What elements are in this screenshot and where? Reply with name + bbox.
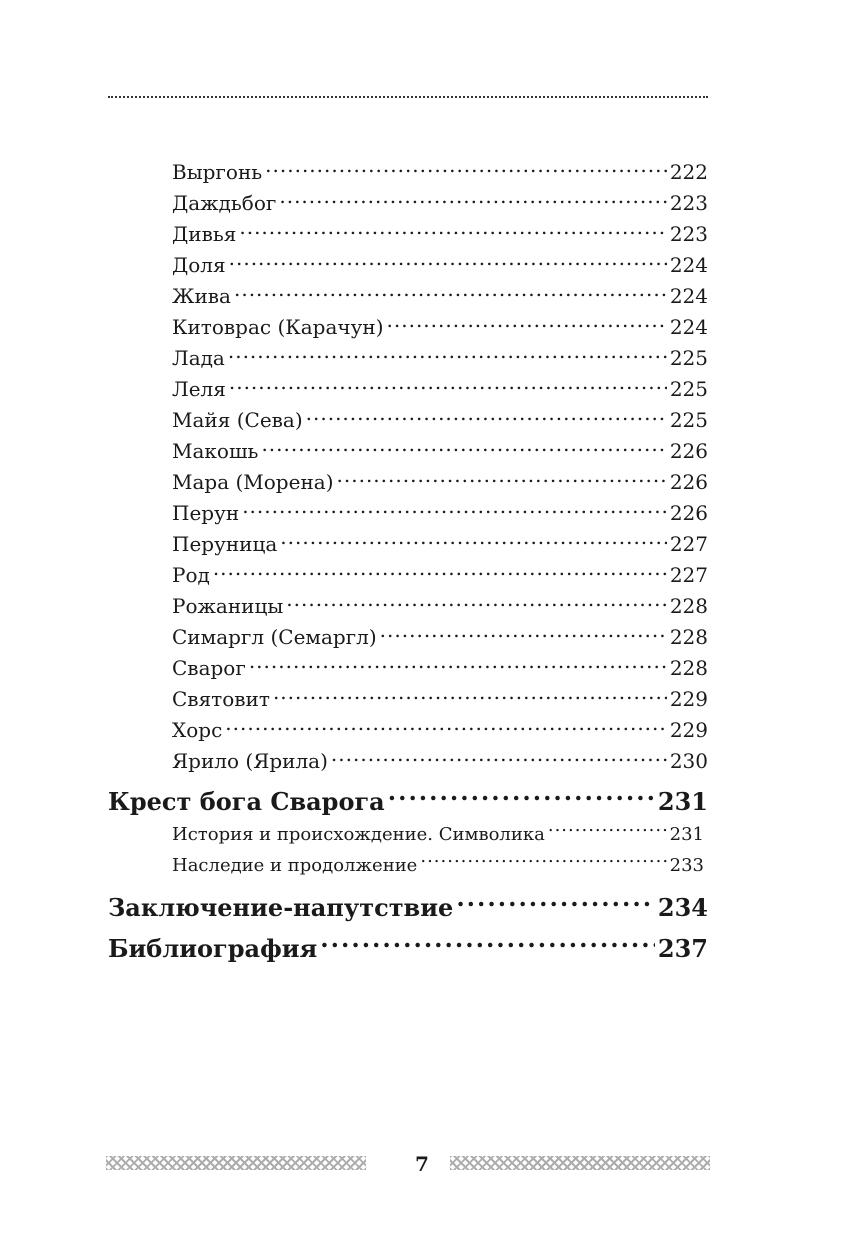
- toc-entry-page: 226: [669, 439, 708, 463]
- toc-entry-title: Лада: [172, 346, 225, 370]
- footer-ornament-right: [450, 1156, 710, 1170]
- dot-leader: [280, 531, 667, 551]
- dot-leader: [331, 748, 667, 768]
- dot-leader: [234, 283, 667, 303]
- toc-entry[interactable]: [172, 654, 708, 682]
- toc-entry-page: 223: [669, 222, 708, 246]
- top-dotted-rule: [108, 96, 708, 98]
- dot-leader: [420, 853, 666, 871]
- toc-entry[interactable]: [172, 499, 708, 527]
- toc-entry[interactable]: [172, 561, 708, 589]
- toc-chapter-cross[interactable]: [108, 784, 708, 820]
- toc-entry[interactable]: [172, 158, 708, 186]
- dot-leader: [306, 407, 667, 427]
- toc-entry-title: Выргонь: [172, 160, 263, 184]
- toc-entry-page: 231: [669, 824, 704, 845]
- toc-entry-title: Жива: [172, 284, 231, 308]
- toc-entry-title: Леля: [172, 377, 226, 401]
- toc-entry-page: 225: [669, 408, 708, 432]
- toc-entry-title: Рожаницы: [172, 594, 284, 618]
- toc-chapter-title: Крест бога Сварога: [108, 787, 385, 816]
- toc-entry-title: Перун: [172, 501, 240, 525]
- toc-entry-page: 222: [669, 160, 708, 184]
- toc-entry-title: Наследие и продолжение: [172, 855, 418, 876]
- toc-entry-page: 228: [669, 656, 708, 680]
- dot-leader: [273, 686, 667, 706]
- toc-entry[interactable]: [172, 251, 708, 279]
- dot-leader: [242, 500, 667, 520]
- page-number: 7: [415, 1152, 429, 1176]
- dot-leader: [249, 655, 667, 675]
- toc-entry-page: 224: [669, 253, 708, 277]
- toc-entry-page: 225: [669, 377, 708, 401]
- toc-entry[interactable]: [172, 530, 708, 558]
- toc-entry-title: Хорс: [172, 718, 223, 742]
- toc-entry-page: 228: [669, 625, 708, 649]
- toc-entry[interactable]: [172, 220, 708, 248]
- toc-entry-title: История и происхождение. Символика: [172, 824, 545, 845]
- dot-leader: [261, 438, 666, 458]
- toc-entry-title: Доля: [172, 253, 226, 277]
- toc-chapter-page: 231: [657, 787, 708, 816]
- dot-leader: [456, 892, 655, 916]
- dot-leader: [229, 376, 667, 396]
- toc-entry-title: Род: [172, 563, 210, 587]
- toc-entry[interactable]: [172, 623, 708, 651]
- dot-leader: [380, 624, 667, 644]
- toc-entry-page: 227: [669, 532, 708, 556]
- dot-leader: [320, 933, 655, 957]
- dot-leader: [337, 469, 667, 489]
- dot-leader: [228, 345, 667, 365]
- toc-entry[interactable]: [172, 716, 708, 744]
- toc-entry[interactable]: [172, 852, 704, 880]
- toc-entry-title: Дивья: [172, 222, 237, 246]
- dot-leader: [225, 717, 667, 737]
- toc-entry-page: 228: [669, 594, 708, 618]
- toc-entry-page: 227: [669, 563, 708, 587]
- toc-entry[interactable]: [172, 282, 708, 310]
- toc-entry[interactable]: [172, 313, 708, 341]
- toc-entry[interactable]: [172, 406, 708, 434]
- toc-entry[interactable]: [172, 685, 708, 713]
- toc-entry-title: Майя (Сева): [172, 408, 303, 432]
- toc-chapter-title: Заключение-напутствие: [108, 893, 454, 922]
- toc-entry[interactable]: [172, 437, 708, 465]
- toc-chapter-page: 234: [657, 893, 708, 922]
- toc-entry-title: Даждьбог: [172, 191, 277, 215]
- toc-entry-title: Святовит: [172, 687, 270, 711]
- toc-entry-title: Перуница: [172, 532, 278, 556]
- toc-entry-page: 224: [669, 315, 708, 339]
- dot-leader: [239, 221, 666, 241]
- toc-entry[interactable]: [172, 747, 708, 775]
- toc-entry-title: Макошь: [172, 439, 259, 463]
- dot-leader: [213, 562, 667, 582]
- toc-entry-page: 229: [669, 687, 708, 711]
- toc-entry-page: 225: [669, 346, 708, 370]
- toc-chapter-title: Библиография: [108, 934, 318, 963]
- dot-leader: [265, 159, 667, 179]
- toc-chapter-page: 237: [657, 934, 708, 963]
- toc-entry-title: Симаргл (Семаргл): [172, 625, 377, 649]
- toc-entry-page: 226: [669, 501, 708, 525]
- toc-entry[interactable]: [172, 468, 708, 496]
- toc-chapter-conclusion[interactable]: [108, 890, 708, 926]
- toc-entry-page: 230: [669, 749, 708, 773]
- toc-entry[interactable]: [172, 592, 708, 620]
- toc-entry-title: Сварог: [172, 656, 246, 680]
- toc-entry-page: 223: [669, 191, 708, 215]
- toc-entry-page: 226: [669, 470, 708, 494]
- toc-chapter-bibliography[interactable]: [108, 931, 708, 967]
- toc-entry-page: 224: [669, 284, 708, 308]
- toc-entry-page: 233: [669, 855, 704, 876]
- toc-entry[interactable]: [172, 375, 708, 403]
- toc-entry[interactable]: [172, 189, 708, 217]
- dot-leader: [387, 314, 667, 334]
- dot-leader: [388, 786, 655, 810]
- dot-leader: [279, 190, 666, 210]
- dot-leader: [548, 822, 667, 840]
- toc-entry[interactable]: [172, 344, 708, 372]
- dot-leader: [229, 252, 667, 272]
- dot-leader: [286, 593, 667, 613]
- toc-entry[interactable]: [172, 821, 704, 849]
- toc-entry-page: 229: [669, 718, 708, 742]
- toc-entry-title: Китоврас (Карачун): [172, 315, 384, 339]
- toc-entry-title: Ярило (Ярила): [172, 749, 328, 773]
- toc-entry-title: Мара (Морена): [172, 470, 334, 494]
